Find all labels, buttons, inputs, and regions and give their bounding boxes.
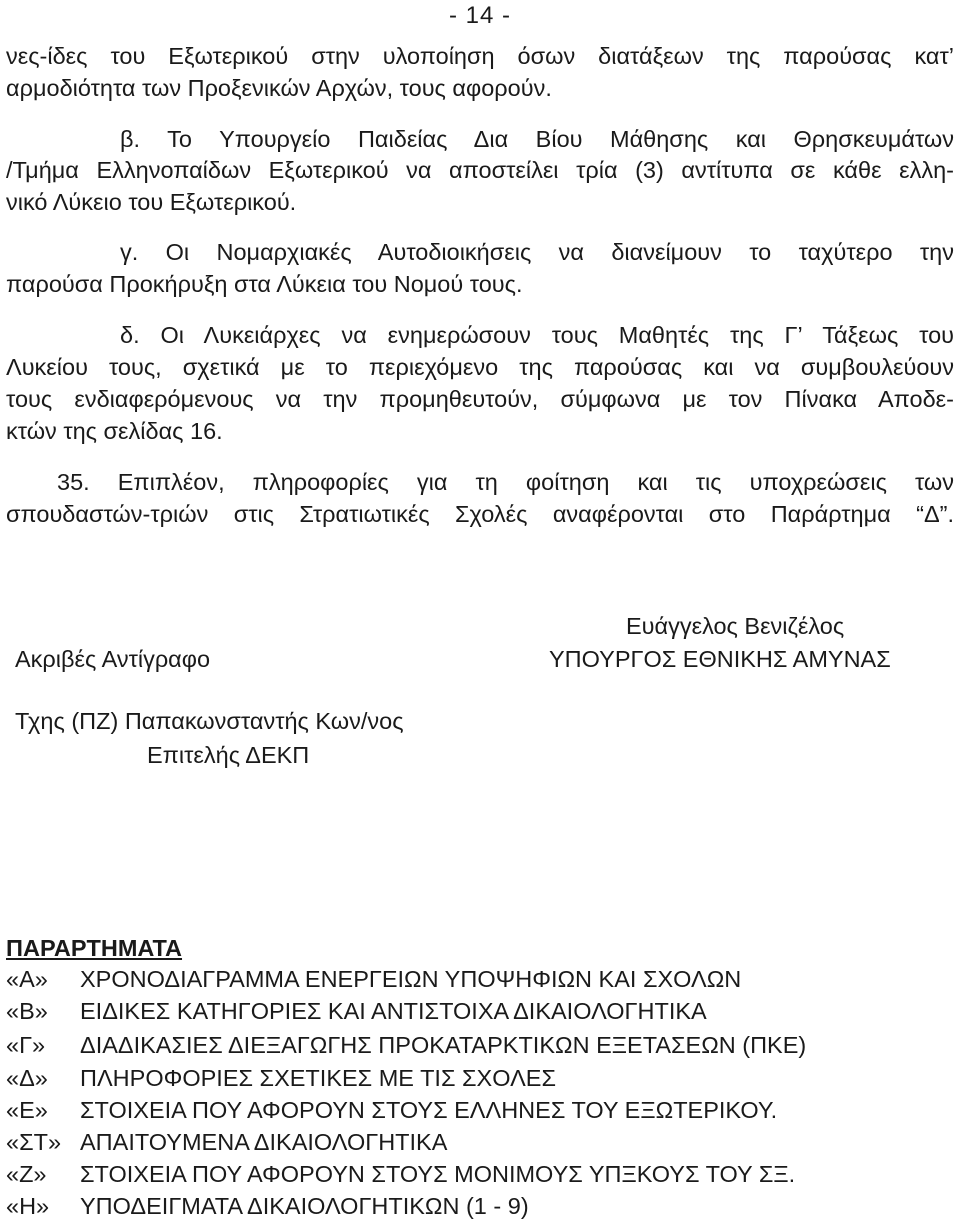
paragraph-line: Λυκείου τους, σχετικά με το περιεχόμενο της παρούσας και να συμβουλεύουν xyxy=(6,354,954,380)
annex-key: «Ζ» xyxy=(6,1161,47,1187)
annex-item xyxy=(6,1191,529,1221)
annex-label: ΕΙΔΙΚΕΣ ΚΑΤΗΓΟΡΙΕΣ ΚΑΙ ΑΝΤΙΣΤΟΙΧΑ ΔΙΚΑΙΟΛΟΓΗΤΙΚΑ xyxy=(80,998,707,1024)
minister-name: Ευάγγελος Βενιζέλος xyxy=(626,613,845,639)
annex-label: ΣΤΟΙΧΕΙΑ ΠΟΥ ΑΦΟΡΟΥΝ ΣΤΟΥΣ ΕΛΛΗΝΕΣ ΤΟΥ ΕΞΩΤΕΡΙΚΟΥ. xyxy=(80,1097,778,1123)
annex-label: ΠΛΗΡΟΦΟΡΙΕΣ ΣΧΕΤΙΚΕΣ ΜΕ ΤΙΣ ΣΧΟΛΕΣ xyxy=(80,1065,556,1091)
annex-item xyxy=(6,1127,447,1157)
annex-item xyxy=(6,1095,777,1125)
annex-label: ΔΙΑΔΙΚΑΣΙΕΣ ΔΙΕΞΑΓΩΓΗΣ ΠΡΟΚΑΤΑΡΚΤΙΚΩΝ ΕΞΕΤΑΣΕΩΝ (ΠΚΕ) xyxy=(80,1032,807,1058)
copy-officer-name: Τχης (ΠΖ) Παπακωνσταντής Κων/νος xyxy=(15,708,404,734)
minister-title: ΥΠΟΥΡΓΟΣ ΕΘΝΙΚΗΣ ΑΜΥΝΑΣ xyxy=(549,646,891,672)
annex-label: ΣΤΟΙΧΕΙΑ ΠΟΥ ΑΦΟΡΟΥΝ ΣΤΟΥΣ ΜΟΝΙΜΟΥΣ ΥΠΞΚΟΥΣ ΤΟΥ ΣΞ. xyxy=(80,1161,796,1187)
paragraph-line: /Τμήμα Ελληνοπαίδων Εξωτερικού να αποστείλει τρία (3) αντίτυπα σε κάθε ελλη- xyxy=(6,157,954,183)
paragraph-line: σπουδαστών-τριών στις Στρατιωτικές Σχολές αναφέρονται στο Παράρτημα “Δ”. xyxy=(6,501,954,527)
annex-label: ΥΠΟΔΕΙΓΜΑΤΑ ΔΙΚΑΙΟΛΟΓΗΤΙΚΩΝ (1 - 9) xyxy=(80,1193,529,1219)
annex-key: «Δ» xyxy=(6,1065,48,1091)
paragraph-line: παρούσα Προκήρυξη στα Λύκεια του Νομού τους. xyxy=(6,271,523,297)
paragraph-line: νες-ίδες του Εξωτερικού στην υλοποίηση όσων διατάξεων της παρούσας κατ’ xyxy=(6,43,954,69)
paragraph-line: νικό Λύκειο του Εξωτερικού. xyxy=(6,189,297,215)
paragraph-line: β. Το Υπουργείο Παιδείας Δια Βίου Μάθησης και Θρησκευμάτων xyxy=(120,126,954,152)
paragraph-line: τους ενδιαφερόμενους να την προμηθευτούν, σύμφωνα με τον Πίνακα Αποδε- xyxy=(6,386,954,412)
paragraph-line: 35. Επιπλέον, πληροφορίες για τη φοίτηση και τις υποχρεώσεις των xyxy=(57,469,954,495)
annex-key: «Η» xyxy=(6,1193,50,1219)
annex-item xyxy=(6,1063,556,1093)
annex-label: ΑΠΑΙΤΟΥΜΕΝΑ ΔΙΚΑΙΟΛΟΓΗΤΙΚΑ xyxy=(80,1129,448,1155)
annex-item xyxy=(6,996,707,1026)
paragraph-line: δ. Οι Λυκειάρχες να ενημερώσουν τους Μαθητές της Γ’ Τάξεως του xyxy=(120,322,954,348)
annex-key: «Ε» xyxy=(6,1097,48,1123)
annex-key: «Α» xyxy=(6,966,48,992)
true-copy-label: Ακριβές Αντίγραφο xyxy=(15,646,211,672)
annex-item xyxy=(6,1159,795,1189)
annex-item xyxy=(6,1030,806,1060)
page-number: - 14 - xyxy=(448,2,511,29)
copy-officer-title: Επιτελής ΔΕΚΠ xyxy=(147,742,310,768)
paragraph-line: γ. Οι Νομαρχιακές Αυτοδιοικήσεις να διανείμουν το ταχύτερο την xyxy=(120,239,954,265)
annex-key: «ΣΤ» xyxy=(6,1129,62,1155)
annex-item xyxy=(6,964,741,994)
annex-key: «Β» xyxy=(6,998,48,1024)
paragraph-line: αρμοδιότητα των Προξενικών Αρχών, τους αφορούν. xyxy=(6,75,552,101)
paragraph-line: κτών της σελίδας 16. xyxy=(6,418,223,444)
annexes-title: ΠΑΡΑΡΤΗΜΑΤΑ xyxy=(6,935,183,961)
annex-label: ΧΡΟΝΟΔΙΑΓΡΑΜΜΑ ΕΝΕΡΓΕΙΩΝ ΥΠΟΨΗΦΙΩΝ ΚΑΙ ΣΧΟΛΩΝ xyxy=(80,966,742,992)
annex-key: «Γ» xyxy=(6,1032,46,1058)
